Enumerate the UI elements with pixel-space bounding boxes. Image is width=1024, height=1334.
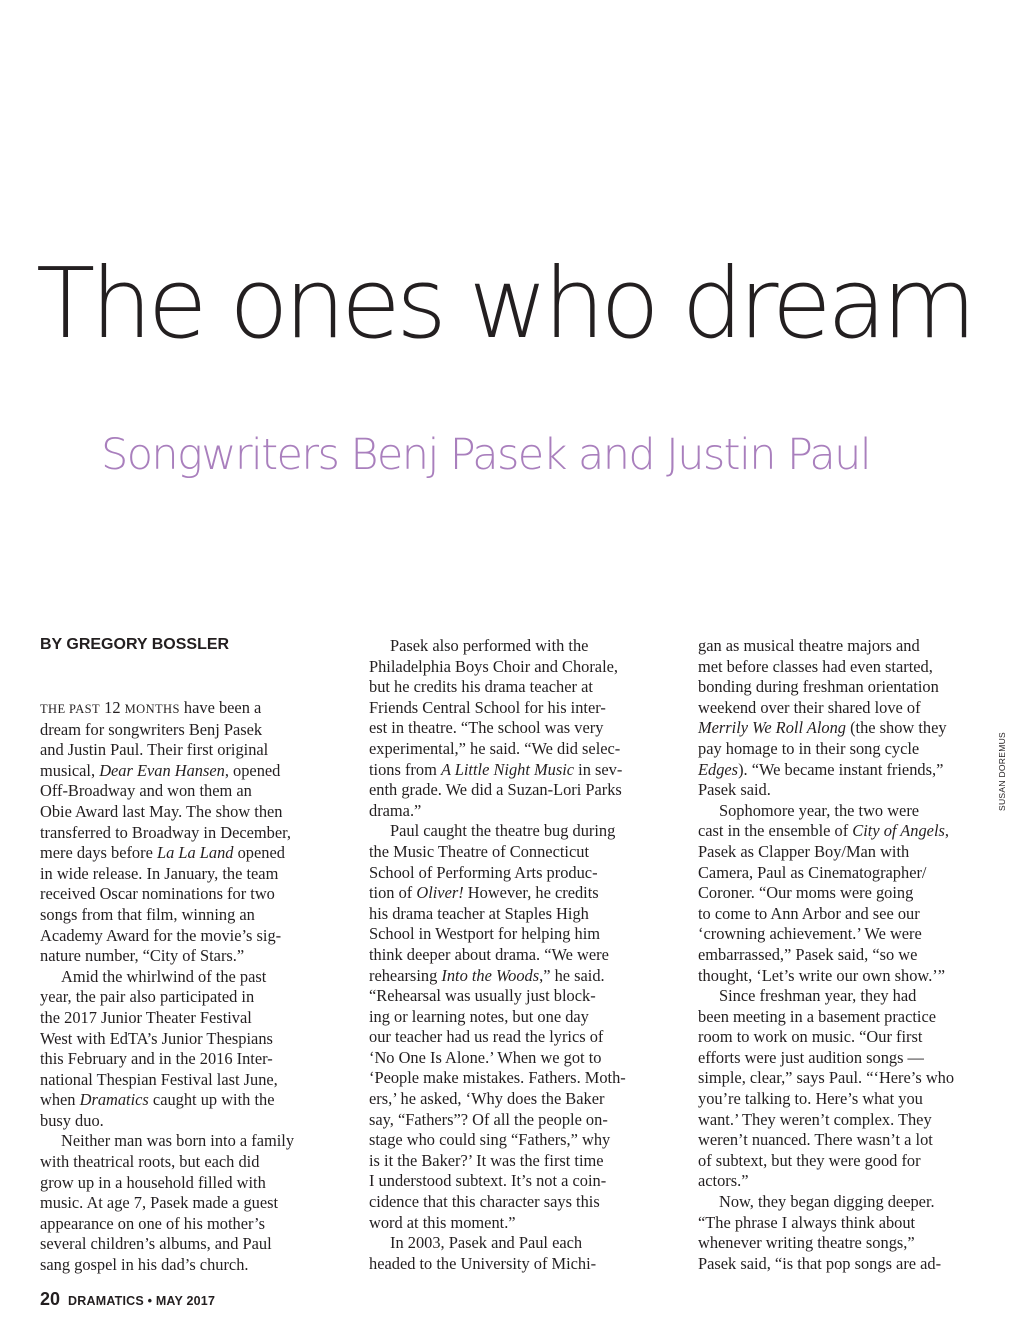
text-line [40, 1090, 294, 1111]
text-line [369, 1089, 626, 1110]
text-line [40, 1111, 294, 1132]
text-line [698, 986, 954, 1007]
text-line [369, 1068, 626, 1089]
text-run: Pasek said, “is that pop songs are ad- [698, 1253, 942, 1273]
text-run: but he credits his drama teacher at [369, 677, 593, 697]
text-line [698, 801, 954, 822]
text-run: Philadelphia Boys Choir and Chorale, [369, 656, 619, 676]
text-run: busy duo. [40, 1110, 104, 1130]
text-line [698, 883, 954, 904]
page-footer [40, 1289, 215, 1310]
text-line [698, 842, 954, 863]
text-run: been meeting in a basement practice [698, 1006, 937, 1026]
text-run: actors.” [698, 1171, 749, 1191]
text-run: ,” he said. [539, 965, 605, 985]
text-line [40, 1173, 294, 1194]
text-line [369, 821, 626, 842]
text-line [698, 1130, 954, 1151]
text-run: est in theatre. “The school was very [369, 718, 604, 738]
text-line [698, 924, 954, 945]
text-line [698, 1110, 954, 1131]
text-run: songs from that film, winning an [40, 904, 255, 924]
text-line [40, 761, 294, 782]
text-run: Neither man was born into a family [61, 1131, 295, 1151]
text-run: want.’ They weren’t complex. They [698, 1109, 932, 1129]
text-run: Now, they began digging deeper. [719, 1192, 935, 1212]
text-line [40, 740, 294, 761]
text-line [40, 1152, 294, 1173]
text-line [698, 1048, 954, 1069]
text-run: thought, ‘Let’s write our own show.’” [698, 965, 946, 985]
text-line [369, 636, 626, 657]
text-run: THE PAST [40, 702, 101, 716]
text-run: this February and in the 2016 Inter- [40, 1049, 273, 1069]
text-line [698, 657, 954, 678]
text-run: Camera, Paul as Cinematographer/ [698, 862, 927, 882]
text-run: tion of [369, 883, 417, 903]
text-line [698, 1254, 954, 1275]
text-line [698, 677, 954, 698]
article-column-1 [40, 698, 294, 1276]
text-run: weren’t nuanced. There wasn’t a lot [698, 1130, 933, 1150]
text-run: caught up with the [148, 1090, 275, 1110]
text-run: tions from [369, 759, 441, 779]
text-run: “Rehearsal was usually just block- [369, 986, 596, 1006]
italic-title: Dear Evan Hansen [99, 760, 225, 780]
text-line [698, 1068, 954, 1089]
text-run: Friends Central School for his inter- [369, 697, 606, 717]
text-line [698, 760, 954, 781]
text-run: word at this moment.” [369, 1212, 516, 1232]
text-run: of subtext, but they were good for [698, 1150, 921, 1170]
text-line [369, 1254, 626, 1275]
text-run: headed to the University of Michi- [369, 1253, 597, 1273]
text-run: embarrassed,” Pasek said, “so we [698, 944, 918, 964]
text-line [369, 801, 626, 822]
text-line [40, 720, 294, 741]
text-run: is it the Baker?’ It was the first time [369, 1150, 604, 1170]
text-run: , opened [224, 760, 281, 780]
text-run: bonding during freshman orientation [698, 677, 939, 697]
text-line [369, 945, 626, 966]
text-line [40, 802, 294, 823]
text-line [369, 718, 626, 739]
photo-credit: SUSAN DOREMUS [997, 732, 1007, 811]
text-line [698, 863, 954, 884]
text-run: School of Performing Arts produc- [369, 862, 598, 882]
text-line [698, 945, 954, 966]
text-run: pay homage to in their song cycle [698, 738, 920, 758]
text-line [698, 698, 954, 719]
text-run: in wide release. In January, the team [40, 863, 279, 883]
text-line [369, 966, 626, 987]
text-line [369, 1151, 626, 1172]
text-line [369, 1233, 626, 1254]
italic-title: La La Land [156, 843, 234, 863]
text-run: weekend over their shared love of [698, 697, 921, 717]
text-line [40, 987, 294, 1008]
text-line [698, 1007, 954, 1028]
text-run: you’re talking to. Here’s what you [698, 1089, 923, 1109]
text-run: ‘People make mistakes. Fathers. Moth- [369, 1068, 626, 1088]
text-run: music. At age 7, Pasek made a guest [40, 1193, 279, 1213]
text-run: musical, [40, 760, 100, 780]
text-line [369, 760, 626, 781]
text-run: with theatrical roots, but each did [40, 1152, 260, 1172]
text-line [698, 904, 954, 925]
text-run: sang gospel in his dad’s church. [40, 1255, 249, 1275]
text-run: stage who could sing “Fathers,” why [369, 1130, 611, 1150]
article-column-3 [698, 636, 954, 1274]
text-line [369, 1213, 626, 1234]
text-run: received Oscar nominations for two [40, 884, 275, 904]
text-run: the Music Theatre of Connecticut [369, 841, 589, 861]
text-run: Since freshman year, they had [719, 986, 917, 1006]
text-line [369, 883, 626, 904]
text-run: Paul caught the theatre bug during [390, 821, 616, 841]
text-run: opened [233, 843, 285, 863]
text-run: national Thespian Festival last June, [40, 1069, 278, 1089]
text-line [40, 1214, 294, 1235]
text-line [369, 677, 626, 698]
text-line [369, 657, 626, 678]
text-line [698, 1233, 954, 1254]
text-line [698, 1089, 954, 1110]
text-run: West with EdTA’s Junior Thespians [40, 1028, 273, 1048]
text-line [698, 780, 954, 801]
text-line [698, 718, 954, 739]
text-run: in sev- [574, 759, 623, 779]
text-line [369, 698, 626, 719]
text-run: (the show they [845, 718, 947, 738]
text-run: MONTHS [124, 702, 180, 716]
text-run: Pasek said. [698, 780, 771, 800]
text-line [40, 1234, 294, 1255]
italic-title: Merrily We Roll Along [698, 718, 846, 738]
text-run: to come to Ann Arbor and see our [698, 903, 920, 923]
text-line [40, 905, 294, 926]
italic-title: Edges [698, 759, 739, 779]
text-line [40, 781, 294, 802]
subhead: Songwriters Benj Pasek and Justin Paul [101, 430, 871, 480]
text-line [698, 1192, 954, 1213]
text-run: room to work on music. “Our first [698, 1027, 923, 1047]
text-run: several children’s albums, and Paul [40, 1234, 272, 1254]
text-line [40, 1255, 294, 1276]
text-line [40, 967, 294, 988]
text-run: ers,’ he asked, ‘Why does the Baker [369, 1089, 605, 1109]
text-line [369, 924, 626, 945]
text-run: ‘No One Is Alone.’ When we got to [369, 1047, 602, 1067]
italic-title: Into the Woods [441, 965, 540, 985]
text-line [369, 1110, 626, 1131]
text-line [698, 1027, 954, 1048]
text-run: Pasek as Clapper Boy/Man with [698, 841, 910, 861]
text-run: and Justin Paul. Their first original [40, 740, 269, 760]
text-line [40, 843, 294, 864]
text-line [698, 966, 954, 987]
text-run: Obie Award last May. The show then [40, 801, 283, 821]
text-line [698, 636, 954, 657]
text-line [369, 1130, 626, 1151]
text-run: Coroner. “Our moms were going [698, 883, 914, 903]
text-run: ing or learning notes, but one day [369, 1006, 589, 1026]
text-run: Amid the whirlwind of the past [61, 966, 267, 986]
text-run: his drama teacher at Staples High [369, 903, 589, 923]
text-line [698, 821, 954, 842]
text-run: cast in the ensemble of [698, 821, 853, 841]
text-line [40, 1193, 294, 1214]
text-line [40, 1049, 294, 1070]
text-run: nature number, “City of Stars.” [40, 946, 245, 966]
text-run: drama.” [369, 800, 422, 820]
text-run: efforts were just audition songs — [698, 1047, 924, 1067]
italic-title: A Little Night Music [440, 759, 575, 779]
text-line [40, 946, 294, 967]
text-run: Sophomore year, the two were [719, 800, 920, 820]
page-number: 20 [40, 1289, 61, 1309]
text-run: However, he credits [463, 883, 599, 903]
text-line [369, 986, 626, 1007]
text-run: gan as musical theatre majors and [698, 636, 920, 655]
text-run: simple, clear,” says Paul. “‘Here’s who [698, 1068, 955, 1088]
text-line [369, 1171, 626, 1192]
text-line [40, 884, 294, 905]
text-run: enth grade. We did a Suzan-Lori Parks [369, 780, 622, 800]
text-run: met before classes had even started, [698, 656, 933, 676]
text-line [40, 926, 294, 947]
byline: BY GREGORY BOSSLER [40, 636, 230, 653]
text-run: Academy Award for the movie’s sig- [40, 925, 282, 945]
text-run: School in Westport for helping him [369, 924, 601, 944]
italic-title: Oliver! [416, 883, 464, 903]
text-run: rehearsing [369, 965, 442, 985]
magazine-issue: DRAMATICS • MAY 2017 [68, 1294, 216, 1308]
text-run: grow up in a household filled with [40, 1172, 266, 1192]
italic-title: City of Angels [852, 821, 945, 841]
article-column-2 [369, 636, 626, 1274]
text-run: In 2003, Pasek and Paul each [390, 1233, 583, 1253]
text-run: mere days before [40, 843, 157, 863]
text-run: dream for songwriters Benj Pasek [40, 719, 263, 739]
text-line [40, 1131, 294, 1152]
text-line [40, 1029, 294, 1050]
text-run: whenever writing theatre songs,” [698, 1233, 915, 1253]
text-line [40, 823, 294, 844]
text-run: ). “We became instant friends,” [738, 759, 944, 779]
text-run: Off-Broadway and won them an [40, 781, 252, 801]
text-line [698, 1213, 954, 1234]
text-run: appearance on one of his mother’s [40, 1213, 265, 1233]
text-run: , [944, 821, 949, 841]
text-line [40, 1008, 294, 1029]
text-line [40, 864, 294, 885]
text-run: year, the pair also participated in [40, 987, 255, 1007]
text-run: I understood subtext. It’s not a coin- [369, 1171, 607, 1191]
text-line [698, 1171, 954, 1192]
text-line [40, 1070, 294, 1091]
text-line [369, 1007, 626, 1028]
italic-title: Dramatics [79, 1090, 149, 1110]
text-run: Pasek also performed with the [390, 636, 589, 655]
text-line [369, 780, 626, 801]
text-line [369, 1027, 626, 1048]
text-run: 12 [100, 698, 125, 717]
text-line [369, 863, 626, 884]
text-line [698, 1151, 954, 1172]
headline: The ones who dream [36, 247, 973, 360]
text-run: transferred to Broadway in December, [40, 822, 292, 842]
text-line [369, 842, 626, 863]
text-run: our teacher had us read the lyrics of [369, 1027, 604, 1047]
text-line [698, 739, 954, 760]
text-line [369, 739, 626, 760]
text-line [369, 1048, 626, 1069]
text-run: say, “Fathers”? Of all the people on- [369, 1109, 608, 1129]
text-run: experimental,” he said. “We did selec- [369, 738, 621, 758]
text-run: cidence that this character says this [369, 1192, 600, 1212]
text-run: when [40, 1090, 80, 1110]
text-line [369, 904, 626, 925]
text-run: the 2017 Junior Theater Festival [40, 1007, 252, 1027]
text-line [369, 1192, 626, 1213]
text-line [40, 698, 294, 720]
text-run: ‘crowning achievement.’ We were [698, 924, 922, 944]
text-run: “The phrase I always think about [698, 1212, 916, 1232]
text-run: have been a [179, 698, 262, 717]
text-run: think deeper about drama. “We were [369, 944, 609, 964]
